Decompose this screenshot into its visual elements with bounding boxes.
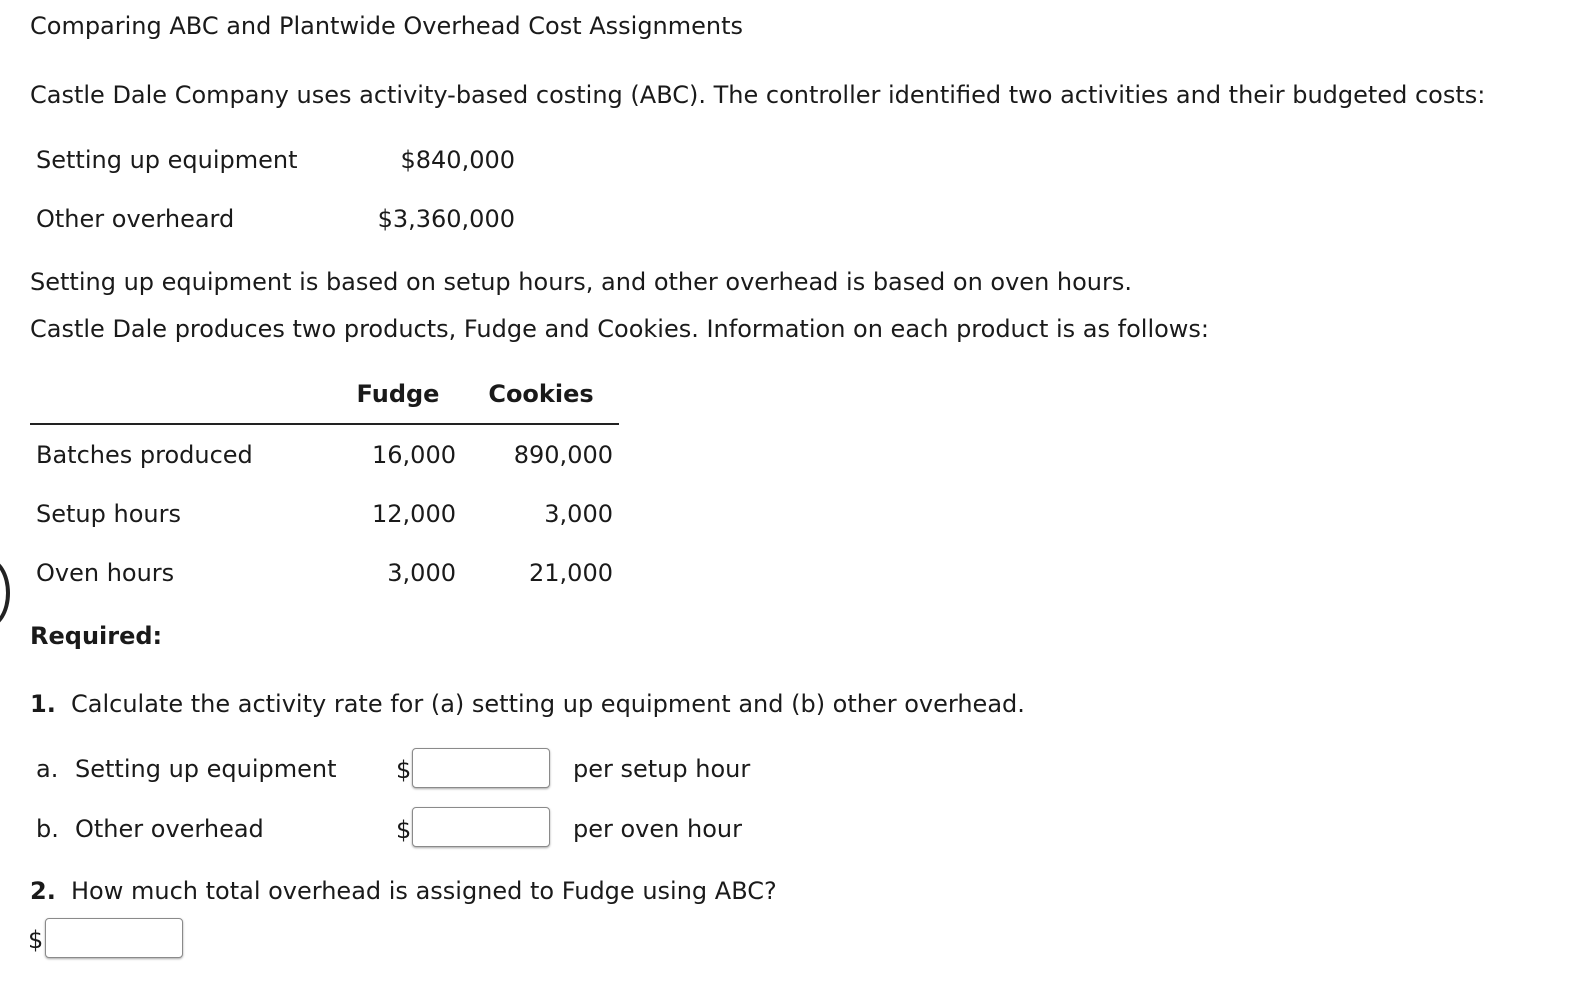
q1a-text: Setting up equipment	[75, 755, 337, 783]
table-header-cookies: Cookies	[488, 380, 594, 408]
q1a-answer-input[interactable]	[412, 748, 550, 788]
q2-currency: $	[28, 926, 44, 954]
table-row-label-setup-hours: Setup hours	[36, 500, 181, 528]
q1-number: 1.	[30, 690, 56, 718]
table-cell-batches-fudge: 16,000	[372, 441, 456, 469]
q1-text: Calculate the activity rate for (a) setting up equipment and (b) other overhead.	[71, 690, 1025, 718]
page-title: Comparing ABC and Plantwide Overhead Cost Assignments	[30, 12, 744, 40]
q1b-text: Other overhead	[75, 815, 264, 843]
basis-paragraph: Setting up equipment is based on setup hours, and other overhead is based on oven hours.	[30, 268, 1133, 296]
q2-number: 2.	[30, 877, 56, 905]
q1a-currency: $	[396, 756, 412, 784]
q1a-unit: per setup hour	[573, 755, 751, 783]
table-row-label-oven-hours: Oven hours	[36, 559, 175, 587]
q1b-currency: $	[396, 816, 412, 844]
activity-cost-other: $3,360,000	[377, 205, 515, 233]
table-cell-setup-cookies: 3,000	[544, 500, 613, 528]
q2-text: How much total overhead is assigned to Fudge using ABC?	[71, 877, 777, 905]
table-cell-setup-fudge: 12,000	[372, 500, 456, 528]
q1a-label: a.	[36, 755, 59, 783]
q2-answer-input[interactable]	[45, 918, 183, 958]
table-row-label-batches: Batches produced	[36, 441, 253, 469]
table-cell-oven-cookies: 21,000	[529, 559, 613, 587]
q1b-label: b.	[36, 815, 59, 843]
table-header-fudge: Fudge	[356, 380, 440, 408]
table-cell-batches-cookies: 890,000	[513, 441, 613, 469]
activity-label-other: Other overheard	[36, 205, 235, 233]
activity-label-setup: Setting up equipment	[36, 146, 298, 174]
left-edge-arc-decoration	[0, 558, 10, 628]
q1b-unit: per oven hour	[573, 815, 742, 843]
q1b-answer-input[interactable]	[412, 807, 550, 847]
table-header-rule	[30, 423, 619, 425]
intro-paragraph: Castle Dale Company uses activity-based costing (ABC). The controller identified two activities and their budgeted costs:	[30, 81, 1486, 109]
required-heading: Required:	[30, 622, 163, 650]
table-cell-oven-fudge: 3,000	[387, 559, 456, 587]
activity-cost-setup: $840,000	[400, 146, 515, 174]
products-paragraph: Castle Dale produces two products, Fudge and Cookies. Information on each product is as follows:	[30, 315, 1210, 343]
